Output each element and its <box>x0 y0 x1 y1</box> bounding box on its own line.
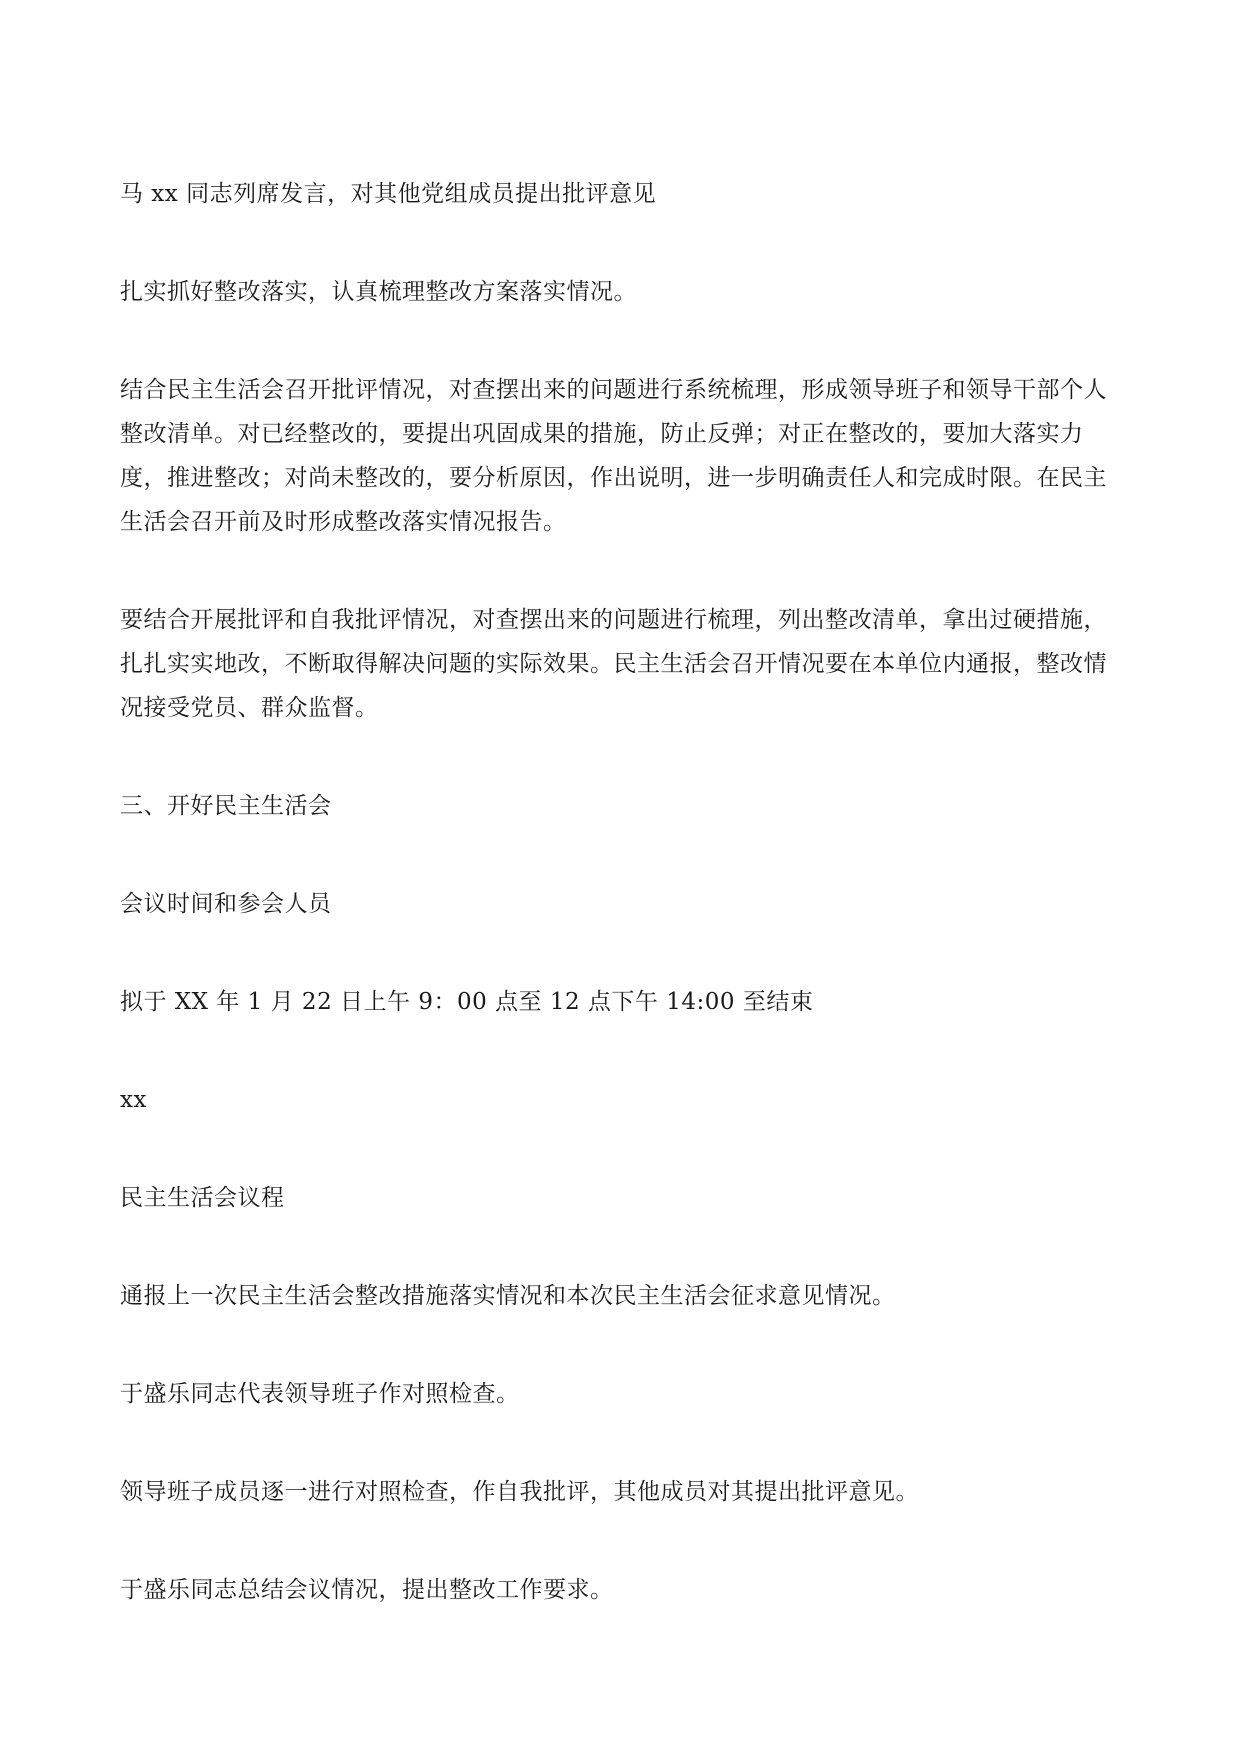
agenda-item: 于盛乐同志代表领导班子作对照检查。 <box>120 1381 520 1407</box>
paragraph-attendees: xx <box>120 1087 147 1113</box>
agenda-item: 领导班子成员逐一进行对照检查，作自我批评，其他成员对其提出批评意见。 <box>120 1479 919 1505</box>
paragraph-checklist: 结合民主生活会召开批评情况，对查摆出来的问题进行系统梳理，形成领导班子和领导干部个人整改清单。对已经整改的，要提出巩固成果的措施，防止反弹；对正在整改的，要加大落实力度，推进整改；对尚未整改的，要分析原因，作出说明，进一步明确责任人和完成时限。在民主生活会召开前及时形成整改落实情况报告。 <box>120 377 1107 535</box>
subheading-agenda: 民主生活会议程 <box>120 1185 285 1211</box>
document-body <box>120 172 1120 1612</box>
paragraph-supervision: 要结合开展批评和自我批评情况，对查摆出来的问题进行梳理，列出整改清单，拿出过硬措施，扎扎实实地改，不断取得解决问题的实际效果。民主生活会召开情况要在本单位内通报，整改情况接受党员、群众监督。 <box>120 607 1107 721</box>
paragraph-comment: 马 xx 同志列席发言，对其他党组成员提出批评意见 <box>120 181 657 207</box>
paragraph-rectification: 扎实抓好整改落实，认真梳理整改方案落实情况。 <box>120 279 637 305</box>
section-heading: 三、开好民主生活会 <box>120 793 332 819</box>
paragraph-meeting-time: 拟于 XX 年 1 月 22 日上午 9：00 点至 12 点下午 14:00 至结束 <box>120 989 814 1015</box>
subheading-time-attendees: 会议时间和参会人员 <box>120 891 332 917</box>
agenda-item: 通报上一次民主生活会整改措施落实情况和本次民主生活会征求意见情况。 <box>120 1283 896 1309</box>
agenda-item: 于盛乐同志总结会议情况，提出整改工作要求。 <box>120 1577 614 1603</box>
